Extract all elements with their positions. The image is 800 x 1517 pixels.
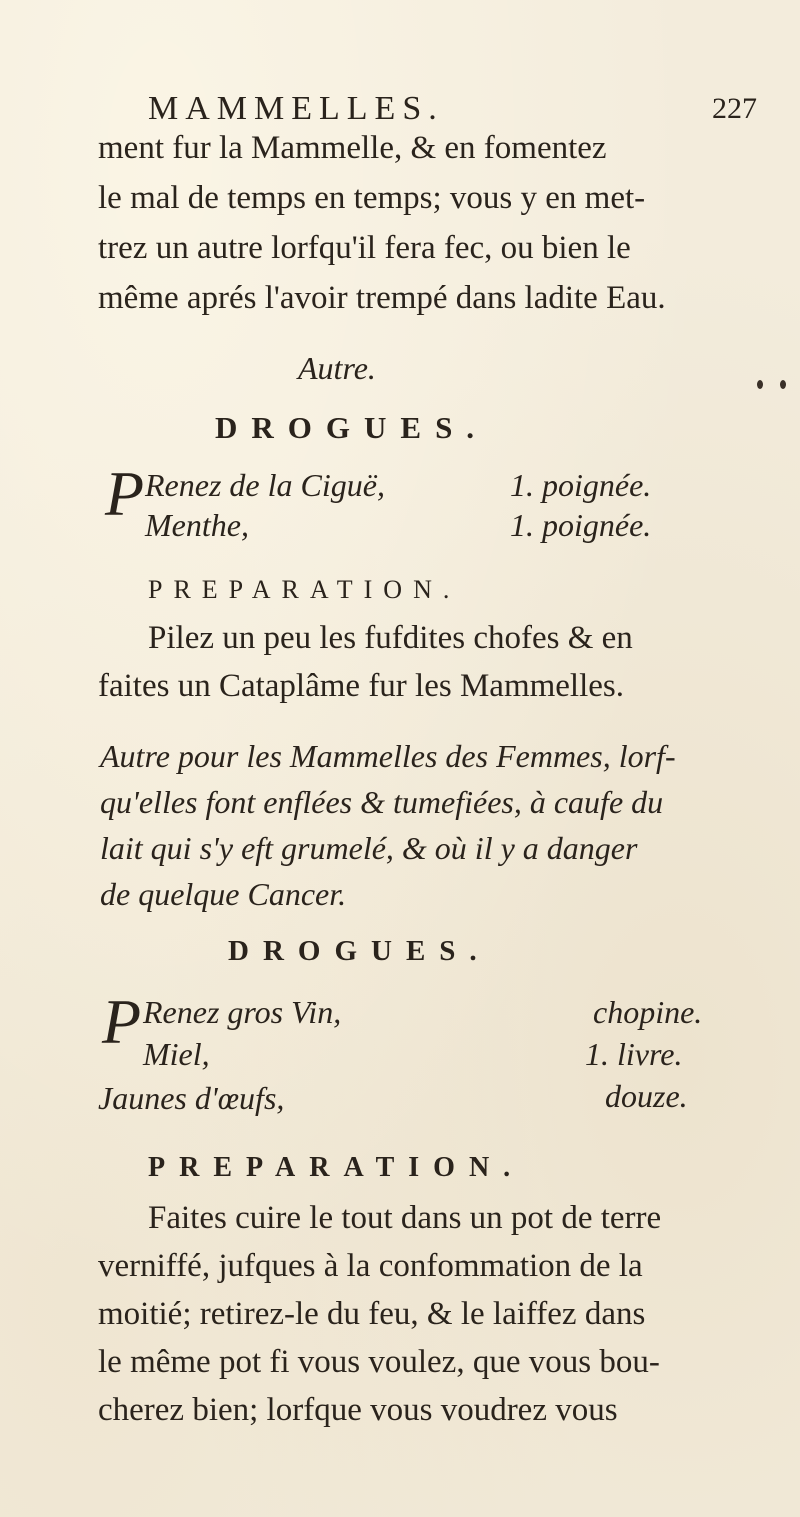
ingredient: Jaunes d'œufs,	[98, 1080, 285, 1116]
ingredient-quantity: douze.	[605, 1078, 688, 1114]
ingredient-quantity: 1. poignée.	[510, 507, 652, 543]
drop-initial: P	[105, 458, 145, 529]
text-line: ment fur la Mammelle, & en fomentez	[98, 130, 607, 166]
ingredient: Renez gros Vin,	[143, 994, 342, 1030]
drugs-heading: DROGUES.	[215, 410, 489, 445]
section-title: Autre pour les Mammelles des Femmes, lorf-	[100, 738, 676, 774]
page-number: 227	[712, 92, 757, 125]
drugs-heading: DROGUES.	[228, 935, 491, 967]
text-line: même aprés l'avoir trempé dans ladite Eau.	[98, 280, 666, 316]
ink-speck	[780, 380, 786, 389]
section-title: de quelque Cancer.	[100, 876, 347, 912]
section-title: lait qui s'y eft grumelé, & où il y a danger	[100, 830, 638, 866]
text-line: Pilez un peu les fufdites chofes & en	[148, 620, 633, 656]
text-line: faites un Cataplâme fur les Mammelles.	[98, 668, 625, 704]
text-line: Faites cuire le tout dans un pot de terre	[148, 1200, 662, 1236]
section-title: Autre.	[298, 350, 376, 386]
text-line: cherez bien; lorfque vous voudrez vous	[98, 1392, 618, 1428]
running-title: MAMMELLES.	[148, 90, 444, 127]
ingredient: Miel,	[143, 1036, 210, 1072]
preparation-heading: PREPARATION.	[148, 1152, 525, 1183]
ingredient-quantity: 1. poignée.	[510, 467, 652, 503]
text-line: le même pot fi vous voulez, que vous bou-	[98, 1344, 660, 1380]
text-line: verniffé, jufques à la confommation de la	[98, 1248, 643, 1284]
ingredient: Renez de la Ciguë,	[145, 467, 385, 503]
ingredient: Menthe,	[145, 507, 249, 543]
preparation-heading: PREPARATION.	[148, 575, 461, 604]
ingredient-quantity: 1. livre.	[585, 1036, 683, 1072]
text-line: trez un autre lorfqu'il fera fec, ou bien le	[98, 230, 631, 266]
text-line: le mal de temps en temps; vous y en met-	[98, 180, 646, 216]
section-title: qu'elles font enflées & tumefiées, à caufe du	[100, 784, 664, 820]
text-line: moitié; retirez-le du feu, & le laiffez dans	[98, 1296, 646, 1332]
ink-speck	[757, 380, 763, 389]
drop-initial: P	[102, 986, 142, 1057]
ingredient-quantity: chopine.	[593, 994, 703, 1030]
